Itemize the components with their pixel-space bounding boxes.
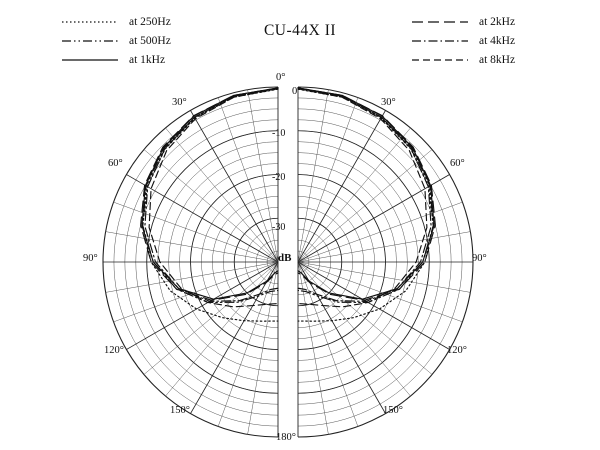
- legend-label: at 500Hz: [129, 34, 171, 47]
- angle-label-right-0: 0°: [292, 86, 302, 97]
- angle-label-right-150: 150°: [383, 405, 403, 416]
- angle-label-left-30: 30°: [172, 97, 187, 108]
- legend-label: at 4kHz: [479, 34, 516, 47]
- radial-label-10: -10: [272, 128, 286, 139]
- angle-label-left-90: 90°: [83, 253, 98, 264]
- angle-label-left-60: 60°: [108, 158, 123, 169]
- legend-label: at 250Hz: [129, 15, 171, 28]
- angle-label-right-60: 60°: [450, 158, 465, 169]
- angle-label-left-120: 120°: [104, 345, 124, 356]
- angle-label-180: 180°: [276, 432, 296, 443]
- radial-label-20: -20: [272, 172, 286, 183]
- angle-label-left-0: 0°: [276, 72, 286, 83]
- angle-label-right-120: 120°: [447, 345, 467, 356]
- angle-label-right-90: 90°: [472, 253, 487, 264]
- legend-label: at 1kHz: [129, 53, 166, 66]
- page-title: CU-44X II: [263, 22, 337, 39]
- radial-label-30: -30: [272, 222, 286, 233]
- db-center-label: dB: [278, 252, 292, 264]
- angle-label-left-150: 150°: [170, 405, 190, 416]
- legend-label: at 8kHz: [479, 53, 516, 66]
- angle-label-right-30: 30°: [381, 97, 396, 108]
- legend-label: at 2kHz: [479, 15, 516, 28]
